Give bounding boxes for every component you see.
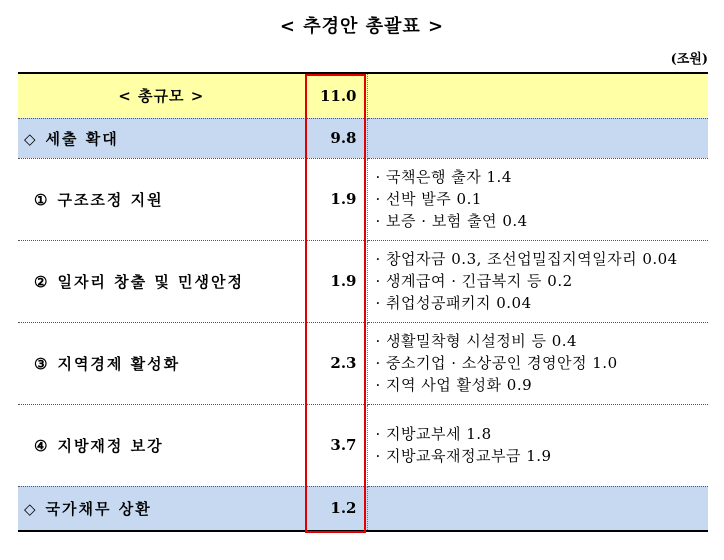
detail-line: · 생활밀착형 시설정비 등 0.4 xyxy=(375,332,578,350)
item-number: ③ xyxy=(34,354,50,373)
budget-summary-table xyxy=(18,72,708,532)
item-details xyxy=(367,322,708,404)
category-row xyxy=(18,118,708,158)
detail-line: · 지방교육재정교부금 1.9 xyxy=(375,447,552,465)
item-label xyxy=(18,240,305,322)
item-value: 1.9 xyxy=(305,158,367,240)
detail-line: · 중소기업 · 소상공인 경영안정 1.0 xyxy=(375,354,618,372)
category-text: 국가채무 상환 xyxy=(45,499,152,518)
detail-line: · 보증 · 보험 출연 0.4 xyxy=(375,212,528,230)
detail-line: · 지방교부세 1.8 xyxy=(375,425,492,443)
detail-line: · 취업성공패키지 0.04 xyxy=(375,294,532,312)
category-value: 1.2 xyxy=(305,486,367,531)
item-text: 지역경제 활성화 xyxy=(57,354,181,373)
item-row xyxy=(18,322,708,404)
item-text: 지방재정 보강 xyxy=(57,436,164,455)
item-row xyxy=(18,158,708,240)
item-label xyxy=(18,322,305,404)
category-details xyxy=(367,486,708,531)
diamond-marker: ◇ xyxy=(24,499,38,518)
item-value: 1.9 xyxy=(305,240,367,322)
detail-line: · 지역 사업 활성화 0.9 xyxy=(375,376,533,394)
item-number: ① xyxy=(34,190,50,209)
item-label xyxy=(18,404,305,486)
category-value: 9.8 xyxy=(305,118,367,158)
item-row xyxy=(18,404,708,486)
item-text: 구조조정 지원 xyxy=(57,190,164,209)
detail-line: · 생계급여 · 긴급복지 등 0.2 xyxy=(375,272,573,290)
item-number: ② xyxy=(34,272,50,291)
total-row xyxy=(18,73,708,118)
item-details xyxy=(367,240,708,322)
item-number: ④ xyxy=(34,436,50,455)
item-text: 일자리 창출 및 민생안정 xyxy=(57,272,245,291)
detail-line: · 선박 발주 0.1 xyxy=(375,190,482,208)
detail-line: · 창업자금 0.3, 조선업밀집지역일자리 0.04 xyxy=(375,250,678,268)
total-value: 11.0 xyxy=(305,73,367,118)
item-value: 3.7 xyxy=(305,404,367,486)
category-details xyxy=(367,118,708,158)
total-details xyxy=(367,73,708,118)
item-row xyxy=(18,240,708,322)
category-label xyxy=(18,486,305,531)
category-label xyxy=(18,118,305,158)
item-label xyxy=(18,158,305,240)
item-details xyxy=(367,404,708,486)
diamond-marker: ◇ xyxy=(24,129,38,148)
category-row xyxy=(18,486,708,531)
detail-line: · 국책은행 출자 1.4 xyxy=(375,168,512,186)
unit-label: (조원) xyxy=(670,52,708,67)
item-value: 2.3 xyxy=(305,322,367,404)
page-title: < 추경안 총괄표 > xyxy=(279,16,445,37)
item-details xyxy=(367,158,708,240)
category-text: 세출 확대 xyxy=(45,129,119,148)
total-label: < 총규모 > xyxy=(18,73,305,118)
